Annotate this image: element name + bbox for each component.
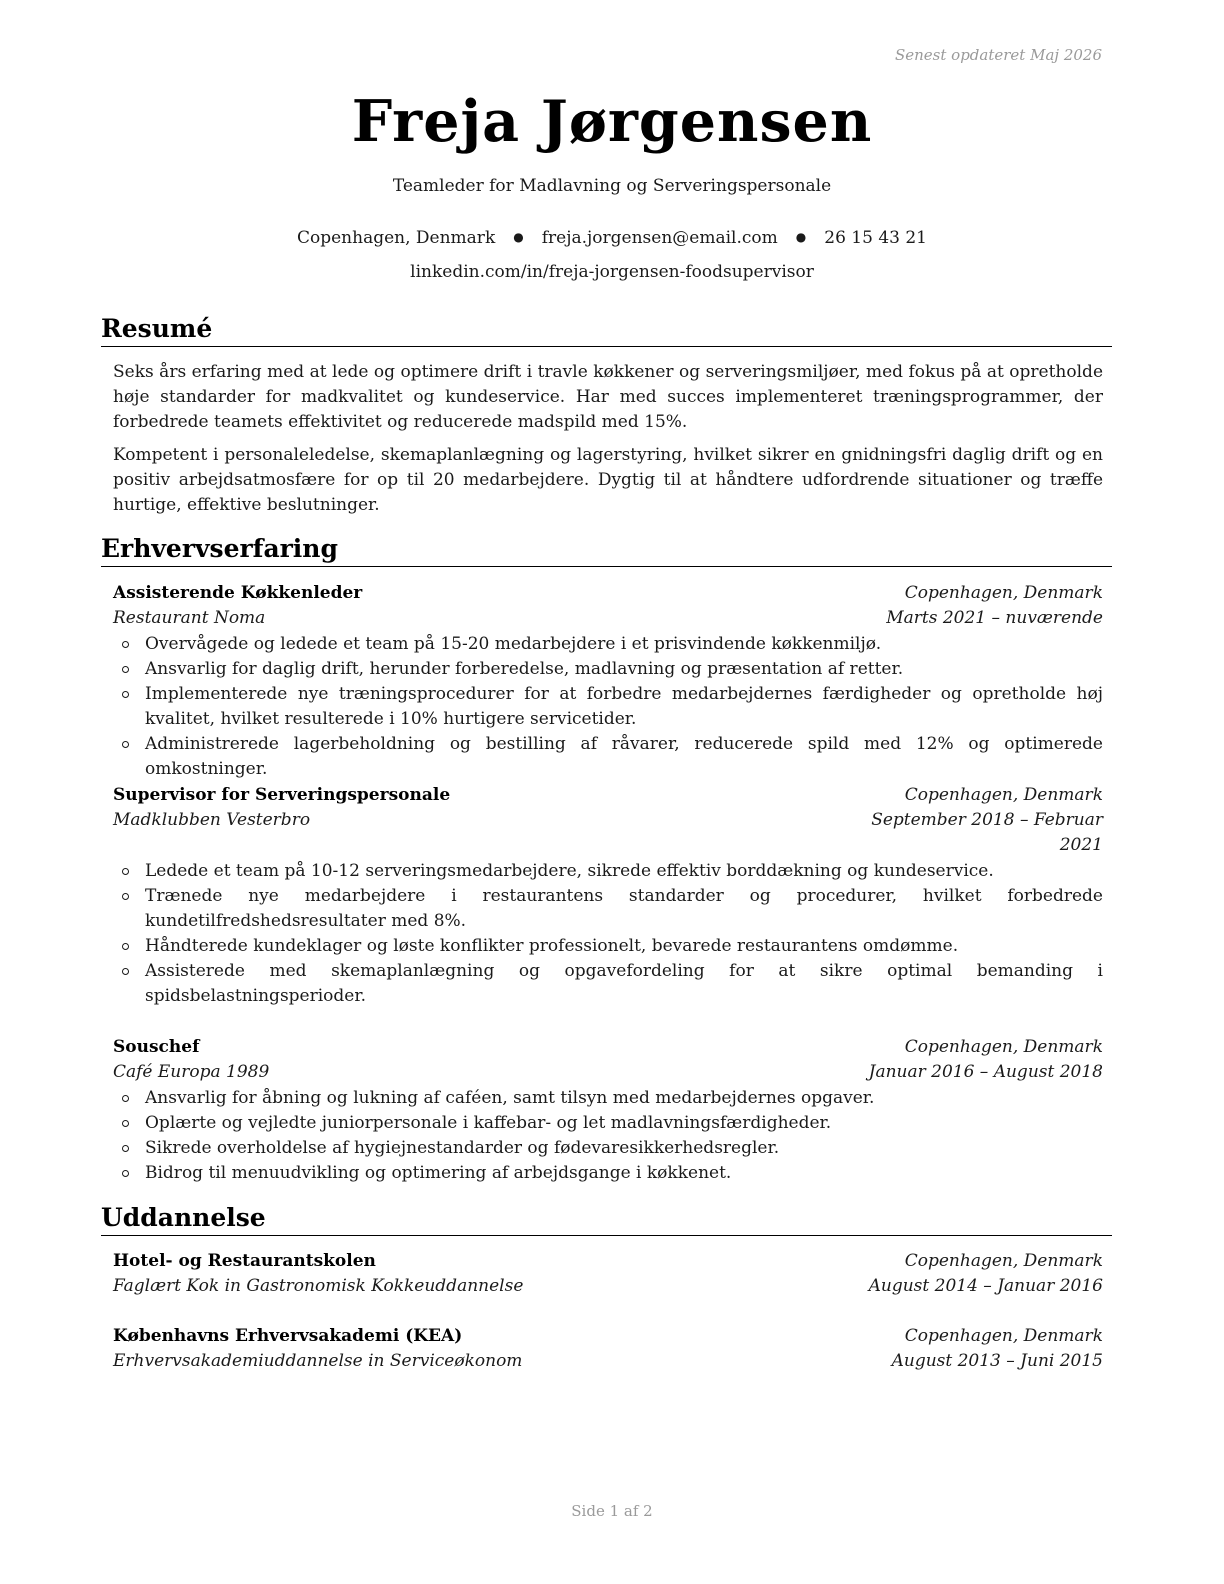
circle-bullet-icon [122,641,129,648]
circle-bullet-icon [122,893,129,900]
section-title-education: Uddannelse [101,1202,1112,1236]
list-item: Ansvarlig for daglig drift, herunder forberedelse, madlavning og præsentation af retter. [113,657,1103,682]
education-header [113,1249,1103,1274]
contact-email[interactable]: freja.jorgensen@email.com [541,228,778,248]
job-bullets [113,859,1103,1009]
contact-phone: 26 15 43 21 [824,228,927,248]
circle-bullet-icon [122,943,129,950]
list-item: Sikrede overholdelse af hygiejnestandarder og fødevaresikkerhedsregler. [113,1136,1103,1161]
list-item: Administrerede lagerbeholdning og bestilling af råvarer, reducerede spild med 12% og optimerede omkostninger. [113,732,1103,782]
job-dates: Marts 2021 – nuværende [886,608,1103,628]
summary-paragraph: Kompetent i personaleledelse, skemaplanlægning og lagerstyring, hvilket sikrer en gnidningsfri daglig drift og en positiv arbejdsatmosfære for op til 20 medarbejdere. Dygtig til at håndtere udfordrende situationer og træffe hurtige, effektive beslutninger. [113,445,1103,515]
education-dates: August 2013 – Juni 2015 [891,1351,1103,1371]
circle-bullet-icon [122,741,129,748]
circle-bullet-icon [122,691,129,698]
job-location: Copenhagen, Denmark [904,785,1103,805]
education-header [113,1324,1103,1349]
circle-bullet-icon [122,666,129,673]
bullet-separator-icon: ● [513,230,524,244]
summary-paragraph: Seks års erfaring med at lede og optimere drift i travle køkkener og serveringsmiljøer, med fokus på at opretholde høje standarder for madkvalitet og kundeservice. Har med succes implementeret træningsprogrammer, der forbedrede teamets effektivitet og reducerede madspild med 15%. [113,362,1103,432]
list-item: Overvågede og ledede et team på 15-20 medarbejdere i et prisvindende køkkenmiljø. [113,632,1103,657]
job-location: Copenhagen, Denmark [904,583,1103,603]
job-dates: Januar 2016 – August 2018 [868,1062,1103,1082]
bullet-separator-icon: ● [795,230,807,244]
education-degree: Erhvervsakademiuddannelse in Serviceøkonom [113,1351,523,1371]
education-dates: August 2014 – Januar 2016 [868,1276,1103,1296]
page-number: Side 1 af 2 [571,1502,653,1520]
circle-bullet-icon [122,968,129,975]
job-role: Assisterende Køkkenleder [113,583,363,603]
education-school: Hotel- og Restaurantskolen [113,1251,376,1271]
job-header [113,581,1103,606]
list-item: Ledede et team på 10-12 serveringsmedarbejdere, sikrede effektiv borddækning og kundeservice. [113,859,1103,884]
job-bullets [113,1086,1103,1186]
job-role: Souschef [113,1037,200,1057]
last-updated: Senest opdateret Maj 2026 [894,46,1102,64]
job-company: Restaurant Noma [113,608,266,628]
candidate-name: Freja Jørgensen [351,88,873,155]
headline: Teamleder for Madlavning og Serveringspersonale [392,176,832,196]
contact-location: Copenhagen, Denmark [297,228,496,248]
job-dates-continued [113,833,1103,858]
section-title-summary: Resumé [101,313,1112,347]
job-company: Madklubben Vesterbro [113,810,311,830]
list-item: Håndterede kundeklager og løste konflikter professionelt, bevarede restaurantens omdømme. [113,934,1103,959]
circle-bullet-icon [122,1170,129,1177]
job-subheader [113,808,1103,833]
job-subheader [113,1060,1103,1085]
job-dates: September 2018 – Februar [871,810,1103,830]
job-header [113,1035,1103,1060]
education-degree: Faglært Kok in Gastronomisk Kokkeuddannelse [113,1276,524,1296]
list-item: Bidrog til menuudvikling og optimering af arbejdsgange i køkkenet. [113,1161,1103,1186]
circle-bullet-icon [122,1095,129,1102]
list-item: Trænede nye medarbejdere i restaurantens standarder og procedurer, hvilket forbedrede kundetilfredshedsresultater med 8%. [113,884,1103,934]
circle-bullet-icon [122,1120,129,1127]
job-bullets [113,632,1103,782]
job-header [113,783,1103,808]
education-subheader [113,1274,1103,1299]
job-role: Supervisor for Serveringspersonale [113,785,451,805]
job-dates: 2021 [1059,835,1103,855]
job-subheader [113,606,1103,631]
list-item: Implementerede nye træningsprocedurer for at forbedre medarbejdernes færdigheder og opretholde høj kvalitet, hvilket resulterede i 10% hurtigere servicetider. [113,682,1103,732]
section-title-experience: Erhvervserfaring [101,533,1112,567]
circle-bullet-icon [122,1145,129,1152]
job-location: Copenhagen, Denmark [904,1037,1103,1057]
education-location: Copenhagen, Denmark [904,1251,1103,1271]
contact-linkedin[interactable]: linkedin.com/in/freja-jorgensen-foodsupervisor [410,262,814,282]
list-item: Ansvarlig for åbning og lukning af caféen, samt tilsyn med medarbejdernes opgaver. [113,1086,1103,1111]
list-item: Assisterede med skemaplanlægning og opgavefordeling for at sikre optimal bemanding i spidsbelastningsperioder. [113,959,1103,1009]
education-location: Copenhagen, Denmark [904,1326,1103,1346]
contact-line [0,228,1224,248]
education-subheader [113,1349,1103,1374]
job-company: Café Europa 1989 [113,1062,270,1082]
list-item: Oplærte og vejledte juniorpersonale i kaffebar- og let madlavningsfærdigheder. [113,1111,1103,1136]
circle-bullet-icon [122,868,129,875]
education-school: Københavns Erhvervsakademi (KEA) [113,1326,463,1346]
